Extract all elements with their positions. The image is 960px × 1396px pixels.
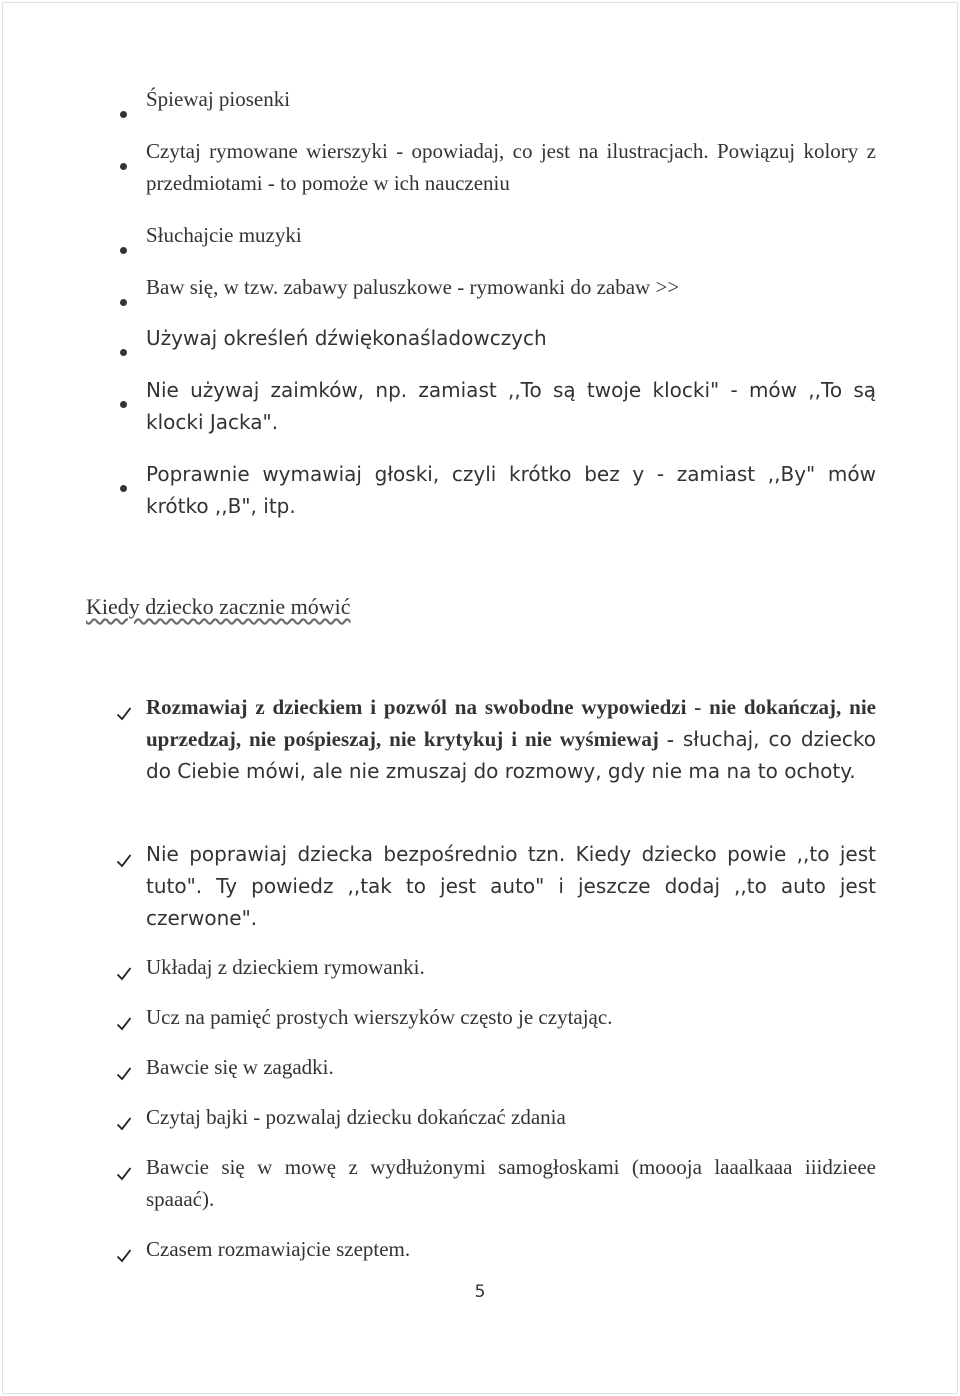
list-item-text: Śpiewaj piosenki (146, 87, 291, 111)
checklist-item-text: Bawcie się w zagadki. (146, 1055, 334, 1079)
list-item (146, 374, 876, 438)
checklist-item (146, 951, 876, 983)
checkmark-icon (116, 691, 136, 723)
list-item (146, 322, 876, 354)
bullet-dot-icon (116, 374, 136, 406)
checkmark-icon (116, 838, 136, 870)
checklist-item-text: Bawcie się w mowę z wydłużonymi samogłoskami (moooja laaalkaaa iiidzieee spaaać). (146, 1155, 876, 1211)
bullet-dot-icon (116, 219, 136, 251)
list-item (146, 83, 876, 115)
checkmark-icon (116, 1233, 136, 1265)
bullet-dot-icon (116, 458, 136, 490)
checklist-item-text: Układaj z dzieckiem rymowanki. (146, 955, 425, 979)
checkmark-icon (116, 1101, 136, 1133)
list-item (146, 458, 876, 522)
checklist-item (146, 838, 876, 934)
checklist-item-text: Ucz na pamięć prostych wierszyków często je czytając. (146, 1005, 613, 1029)
checkmark-icon (116, 1151, 136, 1183)
checklist-item-bold-text: Rozmawiaj z dzieckiem i pozwól na swobodne wypowiedzi - nie dokańczaj, nie uprzedzaj, nie pośpieszaj, nie krytykuj i nie wyśmiewaj - (146, 695, 876, 751)
list-item (146, 219, 876, 251)
checklist-item (146, 691, 876, 787)
checkmark-icon (116, 951, 136, 983)
checkmark-icon (116, 1001, 136, 1033)
checklist-item-text: Nie poprawiaj dziecka bezpośrednio tzn. Kiedy dziecko powie ,,to jest tuto". Ty powiedz ,,tak to jest auto" i jeszcze dodaj ,,to auto jest czerwone". (146, 842, 876, 930)
checklist-item (146, 1001, 876, 1033)
bullet-dot-icon (116, 322, 136, 354)
checklist-item (146, 1151, 876, 1215)
bullet-dot-icon (116, 83, 136, 115)
checklist-item (146, 1233, 876, 1265)
checklist-item (146, 1051, 876, 1083)
list-item-text: Poprawnie wymawiaj głoski, czyli krótko bez y - zamiast ,,By" mów krótko ,,B", itp. (146, 462, 876, 518)
list-item (146, 271, 876, 303)
page-number: 5 (474, 1282, 486, 1302)
list-item-text: Nie używaj zaimków, np. zamiast ,,To są twoje klocki" - mów ,,To są klocki Jacka". (146, 378, 876, 434)
bullet-dot-icon (116, 271, 136, 303)
checklist-item-text: Czytaj bajki - pozwalaj dziecku dokańczać zdania (146, 1105, 566, 1129)
list-item-text: Czytaj rymowane wierszyki - opowiadaj, co jest na ilustracjach. Powiązuj kolory z przedmiotami - to pomoże w ich nauczeniu (146, 139, 876, 195)
checklist-item (146, 1101, 876, 1133)
checklist-item-text: Czasem rozmawiajcie szeptem. (146, 1237, 411, 1261)
bullet-dot-icon (116, 135, 136, 167)
checkmark-icon (116, 1051, 136, 1083)
list-item (146, 135, 876, 199)
checklist-item-text: słuchaj, co dziecko do Ciebie mówi, ale nie zmuszaj do rozmowy, gdy nie ma na to ochoty. (146, 727, 876, 783)
list-item-text: Używaj określeń dźwiękonaśladowczych (146, 326, 547, 350)
list-item-text: Baw się, w tzw. zabawy paluszkowe - rymowanki do zabaw >> (146, 275, 680, 299)
section-heading: Kiedy dziecko zacznie mówić (86, 594, 351, 619)
list-item-text: Słuchajcie muzyki (146, 223, 302, 247)
